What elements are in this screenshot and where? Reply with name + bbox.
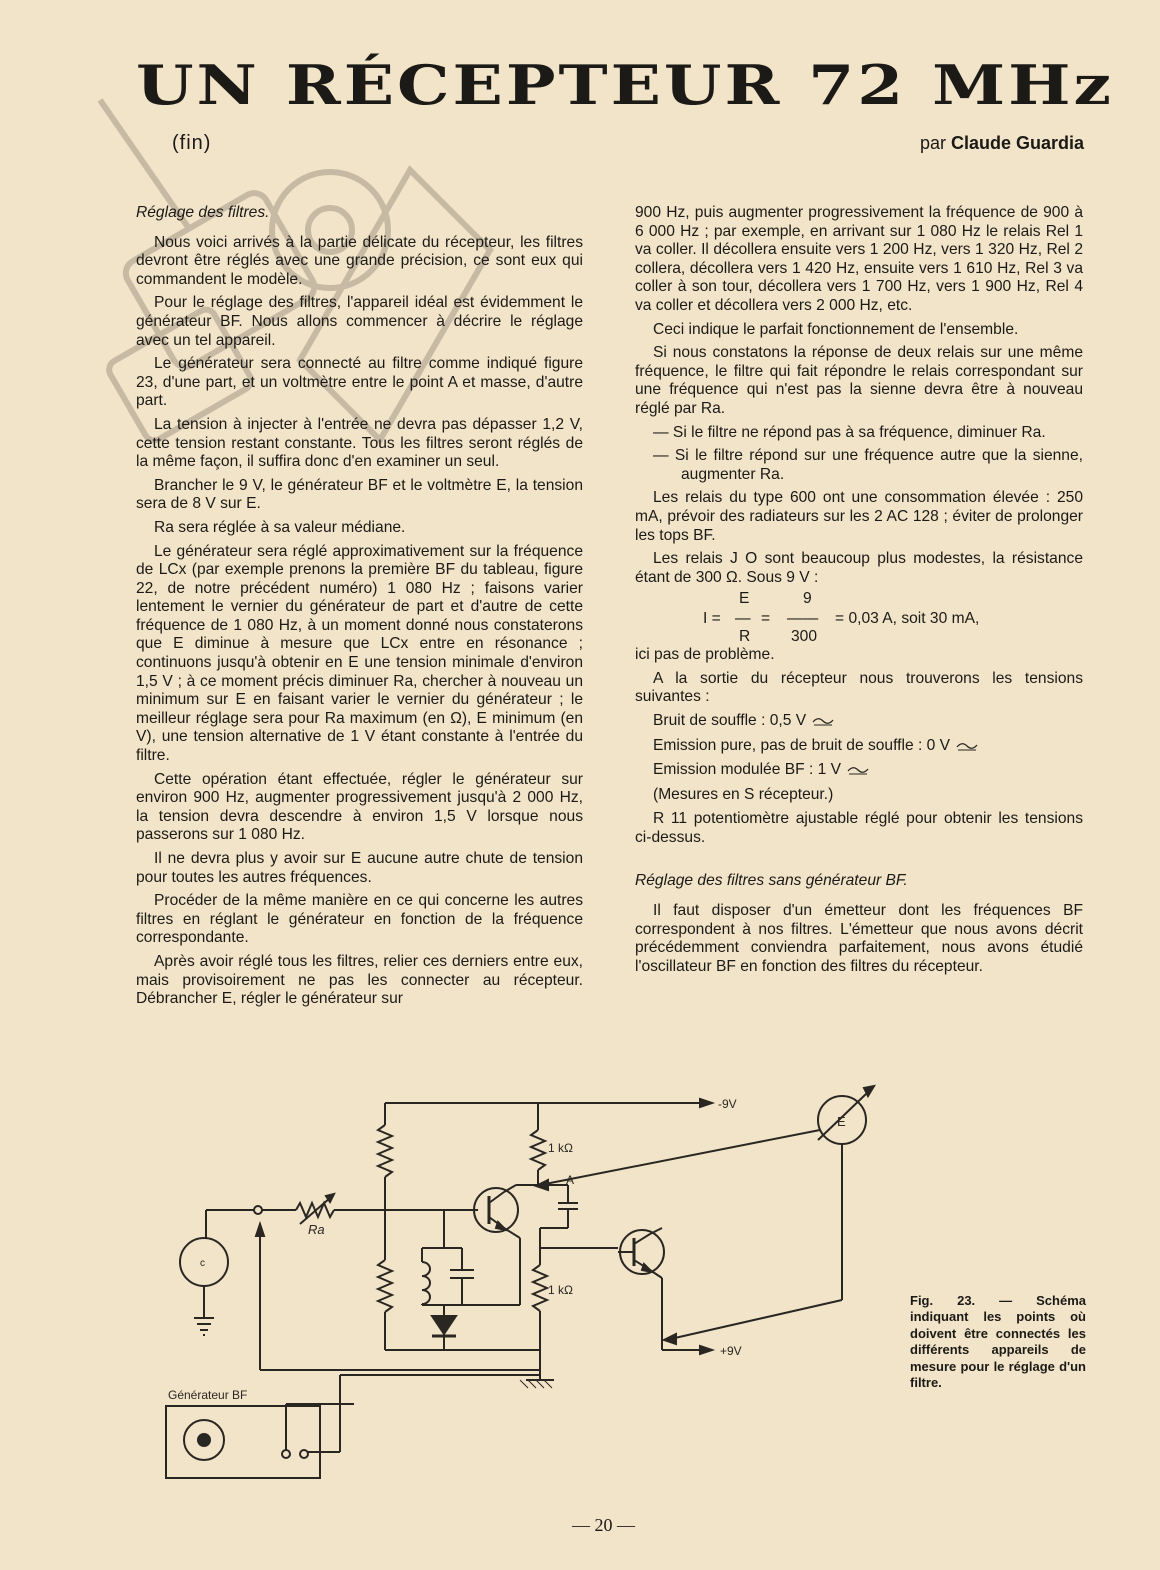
page-title: UN RÉCEPTEUR 72 MHz xyxy=(136,53,1115,118)
formula-result: = 0,03 A, soit 30 mA, xyxy=(835,610,980,628)
paragraph: Pour le réglage des filtres, l'appareil idéal est évidemment le générateur BF. Nous allons commencer à décrire le réglage avec un tel appareil. xyxy=(136,294,583,349)
formula-bar1: — xyxy=(735,610,751,628)
dash-item: — Si le filtre répond sur une fréquence autre que la sienne, augmenter Ra. xyxy=(653,447,1083,483)
paragraph: A la sortie du récepteur nous trouverons les tensions suivantes : xyxy=(635,669,1083,706)
label-1k-top: 1 kΩ xyxy=(548,1141,573,1155)
paragraph: Ceci indique le parfait fonctionnement de l'ensemble. xyxy=(653,320,1019,338)
paragraph: Brancher le 9 V, le générateur BF et le voltmètre E, la tension sera de 8 V sur E. xyxy=(136,476,583,513)
section-heading: Réglage des filtres sans générateur BF. xyxy=(635,871,908,889)
dash-item: — Si le filtre ne répond pas à sa fréquence, diminuer Ra. xyxy=(653,423,1046,441)
formula-den2: 300 xyxy=(791,628,818,646)
page-subtitle: (fin) xyxy=(172,132,212,154)
measure-item: Emission modulée BF : 1 V xyxy=(635,761,1083,780)
label-generator-bf: Générateur BF xyxy=(168,1388,248,1402)
paragraph: ici pas de problème. xyxy=(635,646,775,664)
label-minus9v: -9V xyxy=(718,1097,737,1111)
section-heading: Réglage des filtres. xyxy=(136,204,270,221)
paragraph: 900 Hz, puis augmenter progressivement la fréquence de 900 à 6 000 Hz ; par exemple, en arrivant sur 1 080 Hz le relais Rel 1 va coller. Il décollera ensuite vers 1 200 Hz, vers 1 320 Hz, Rel 2 collera, décollera vers 1 420 Hz, ensuite vers 1 610 Hz, Rel 3 va coller à son tour, décollera vers 1 700 Hz, vers 1 900 Hz, Rel 4 va coller et décollera vers 2 000 Hz, etc. xyxy=(635,204,1083,314)
label-point-a: A xyxy=(566,1173,575,1187)
figure-caption: Fig. 23. — Schéma indiquant les points où doivent être connectés les différents appareils de mesure pour le réglage d'un filtre. xyxy=(910,1293,1086,1391)
paragraph: Les relais J O sont beaucoup plus modestes, la résistance étant de 300 Ω. Sous 9 V : xyxy=(635,550,1083,586)
byline-author: Claude Guardia xyxy=(950,133,1084,153)
label-1k-bottom: 1 kΩ xyxy=(548,1283,573,1297)
paragraph: R 11 potentiomètre ajustable réglé pour obtenir les tensions ci-dessus. xyxy=(635,810,1083,847)
formula-num1: E xyxy=(739,590,750,608)
label-plus9v: +9V xyxy=(720,1344,742,1358)
byline-prefix: par xyxy=(919,133,946,153)
paragraph: Le générateur sera réglé approximativement sur la fréquence de LCx (par exemple prenons la première BF du tableau, figure 22, de notre précédent numéro) 1 080 Hz ; faisons varier lentement le vernier du générateur de part et d'autre de cette fréquence de 1 080 Hz, à un moment donné nous constaterons que E diminue à mesure que LCx entre en résonance ; continuons jusqu'à obtenir en E une tension minimale d'environ 1,5 V ; à ce moment précis diminuer Ra, chercher à nouveau un minimum sur E en faisant varier le vernier du générateur ; le meilleur réglage sera pour Ra maximum (en Ω), E minimum (en V), une tension alternative de 1 V étant constante à l'entrée du filtre. xyxy=(136,542,583,765)
page-number: — 20 — xyxy=(572,1515,635,1535)
paragraph: Cette opération étant effectuée, régler le générateur sur environ 900 Hz, augmenter progressivement jusqu'à 2 000 Hz, la tension devra descendre à environ 1,5 V lorsque nous passerons sur 1 080 Hz. xyxy=(136,770,583,844)
label-voltmeter-e: E xyxy=(837,1114,846,1129)
formula-den1: R xyxy=(739,628,751,646)
paragraph: Procéder de la même manière en ce qui concerne les autres filtres en réglant le générateur en fonction de la fréquence correspondante. xyxy=(136,892,583,947)
paragraph: Ra sera réglée à sa valeur médiane. xyxy=(154,518,406,536)
label-ra: Ra xyxy=(308,1222,325,1237)
formula-lhs: I = xyxy=(703,610,721,628)
formula-num2: 9 xyxy=(803,590,812,608)
measures-note: (Mesures en S récepteur.) xyxy=(653,785,834,803)
label-source-c: c xyxy=(200,1258,205,1269)
paragraph: Après avoir réglé tous les filtres, relier ces derniers entre eux, mais provisoirement ne pas les connecter au récepteur. Débrancher E, régler le générateur sur xyxy=(136,952,583,1008)
paragraph: La tension à injecter à l'entrée ne devra pas dépasser 1,2 V, cette tension restant constante. Tous les filtres seront réglés de la même façon, il suffira donc d'en examiner un seul. xyxy=(136,415,583,471)
paragraph: Le générateur sera connecté au filtre comme indiqué figure 23, d'une part, et un voltmètre entre le point A et masse, d'autre part. xyxy=(136,355,583,410)
paragraph: Il ne devra plus y avoir sur E aucune autre chute de tension pour toutes les autres fréquences. xyxy=(136,850,583,886)
formula-eq: = xyxy=(761,610,771,628)
measure-item: Bruit de souffle : 0,5 V xyxy=(635,712,1083,731)
formula-bar2: —— xyxy=(787,610,819,628)
paragraph: Il faut disposer d'un émetteur dont les fréquences BF correspondent à nos filtres. L'émetteur que nous avons décrit précédemment conviendra parfaitement, nous avons étudié l'oscillateur BF en fonction des filtres du récepteur. xyxy=(635,902,1083,975)
paragraph: Les relais du type 600 ont une consommation élevée : 250 mA, prévoir des radiateurs sur les 2 AC 128 ; éviter de prolonger les tops BF. xyxy=(635,489,1083,544)
measure-item: Emission pure, pas de bruit de souffle : 0 V xyxy=(635,737,1083,756)
paragraph: Nous voici arrivés à la partie délicate du récepteur, les filtres devront être réglés avec une grande précision, ce sont eux qui commandent le modèle. xyxy=(136,233,583,288)
paragraph: Si nous constatons la réponse de deux relais sur une même fréquence, le filtre qui fait répondre le relais correspondant sur une fréquence qui n'est pas la sienne devra être à nouveau réglé par Ra. xyxy=(635,344,1083,417)
